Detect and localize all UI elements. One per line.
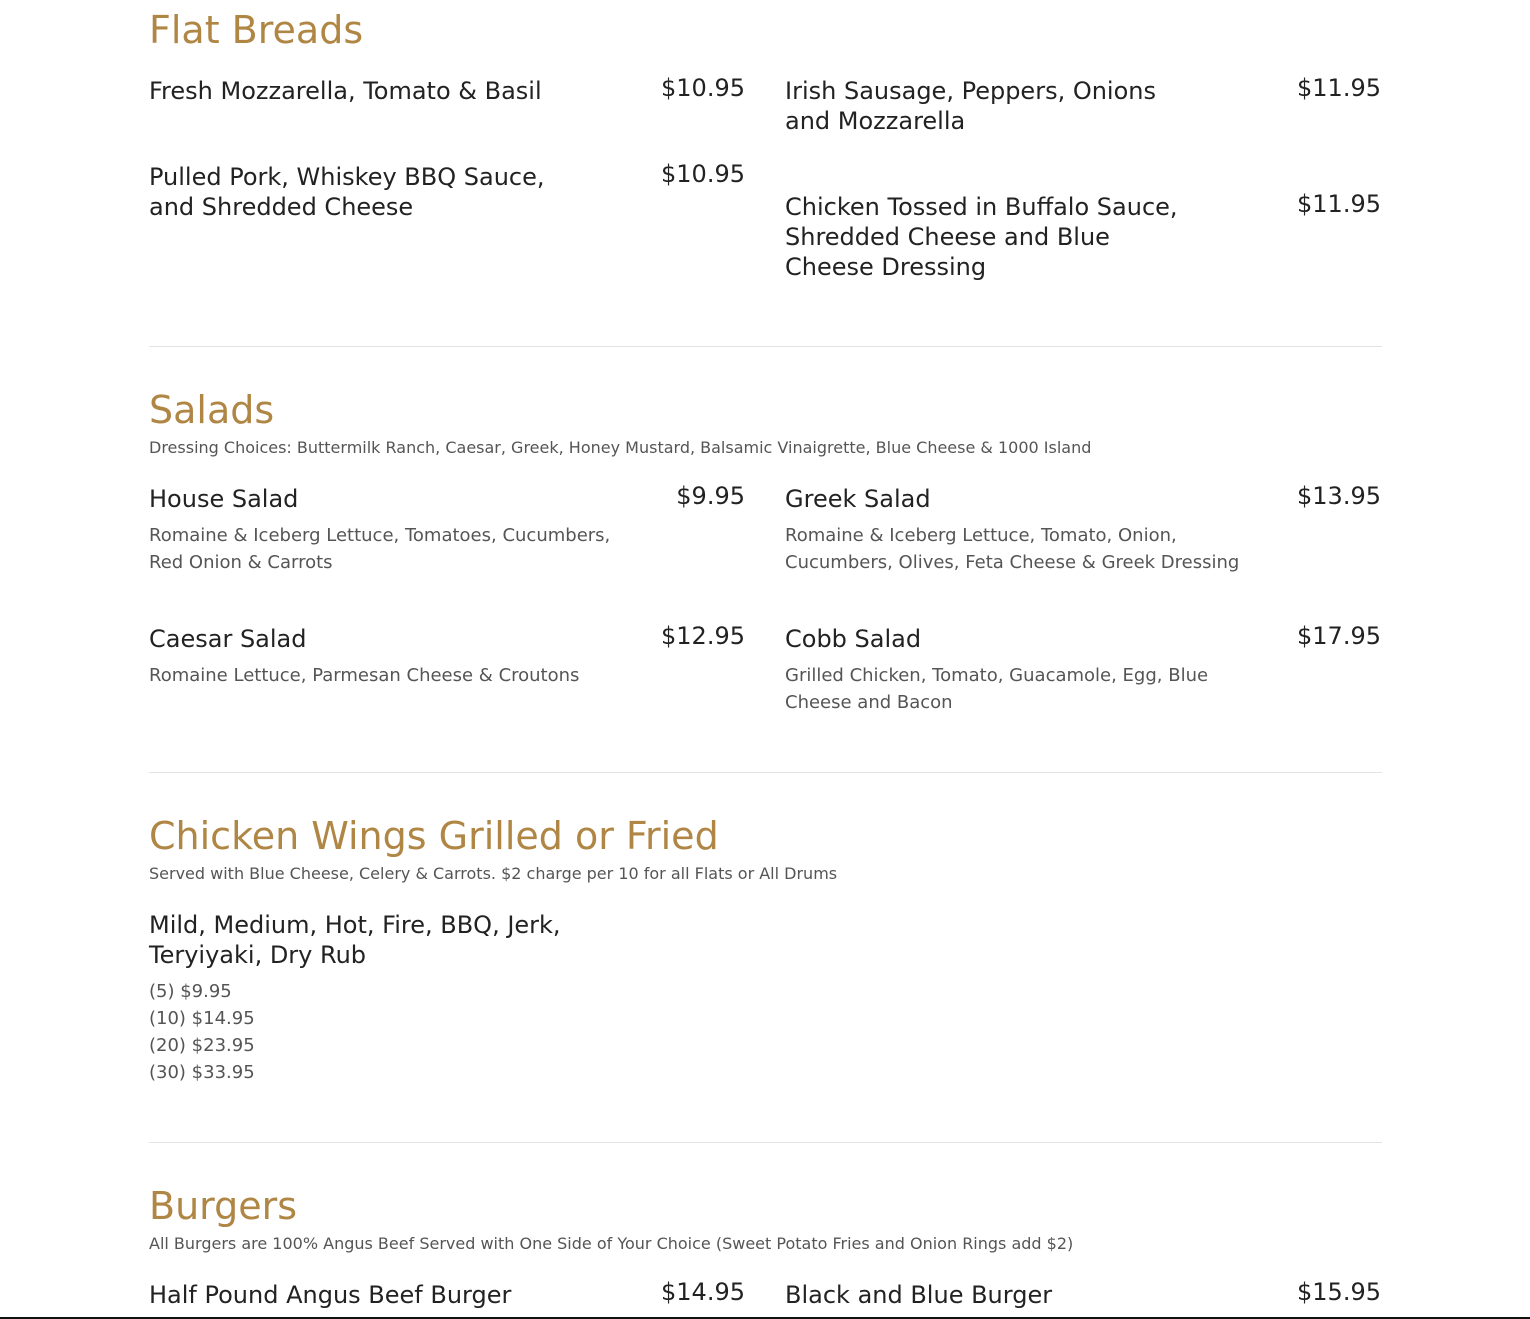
item-description: Romaine & Iceberg Lettuce, Tomatoes, Cucumbers, Red Onion & Carrots [149, 525, 611, 573]
wing-price-list [149, 978, 255, 1086]
item-price: $13.95 [1297, 482, 1381, 510]
section-title-burgers: Burgers [149, 1184, 298, 1228]
item-name: Pulled Pork, Whiskey BBQ Sauce, and Shredded Cheese [149, 163, 545, 221]
item-price: $11.95 [1297, 74, 1381, 102]
item-description: Romaine & Iceberg Lettuce, Tomato, Onion, Cucumbers, Olives, Feta Cheese & Greek Dressing [785, 525, 1240, 573]
item-price: $9.95 [676, 482, 745, 510]
wing-price: (5) $9.95 [149, 981, 232, 1002]
item-price: $11.95 [1297, 190, 1381, 218]
item-name: Chicken Tossed in Buffalo Sauce, Shredded Cheese and Blue Cheese Dressing [785, 193, 1178, 281]
section-title-chicken-wings: Chicken Wings Grilled or Fried [149, 814, 719, 858]
item-price: $14.95 [661, 1278, 745, 1306]
section-note-salads: Dressing Choices: Buttermilk Ranch, Caesar, Greek, Honey Mustard, Balsamic Vinaigrette, Blue Cheese & 1000 Island [149, 438, 1092, 457]
section-divider [149, 346, 1382, 347]
item-price: $10.95 [661, 160, 745, 188]
item-description: Romaine Lettuce, Parmesan Cheese & Croutons [149, 665, 580, 686]
section-divider [149, 772, 1382, 773]
section-divider [149, 1142, 1382, 1143]
item-name: Mild, Medium, Hot, Fire, BBQ, Jerk, Teryiyaki, Dry Rub [149, 911, 561, 969]
item-description: Grilled Chicken, Tomato, Guacamole, Egg, Blue Cheese and Bacon [785, 665, 1209, 713]
item-name: Cobb Salad [785, 625, 922, 653]
item-name: Caesar Salad [149, 625, 307, 653]
wing-price: (20) $23.95 [149, 1035, 255, 1056]
item-name: Greek Salad [785, 485, 931, 513]
section-title-flat-breads: Flat Breads [149, 8, 364, 52]
item-name: Irish Sausage, Peppers, Onions and Mozzarella [785, 77, 1156, 135]
section-note-chicken-wings: Served with Blue Cheese, Celery & Carrots. $2 charge per 10 for all Flats or All Drums [149, 864, 838, 883]
wing-price: (30) $33.95 [149, 1062, 255, 1083]
item-price: $15.95 [1297, 1278, 1381, 1306]
item-name: House Salad [149, 485, 299, 513]
item-price: $12.95 [661, 622, 745, 650]
item-name: Fresh Mozzarella, Tomato & Basil [149, 77, 542, 105]
item-price: $17.95 [1297, 622, 1381, 650]
item-name: Black and Blue Burger [785, 1281, 1053, 1309]
section-note-burgers: All Burgers are 100% Angus Beef Served with One Side of Your Choice (Sweet Potato Fries and Onion Rings add $2) [149, 1234, 1074, 1253]
item-name: Half Pound Angus Beef Burger [149, 1281, 512, 1309]
wing-price: (10) $14.95 [149, 1008, 255, 1029]
item-price: $10.95 [661, 74, 745, 102]
section-title-salads: Salads [149, 388, 275, 432]
